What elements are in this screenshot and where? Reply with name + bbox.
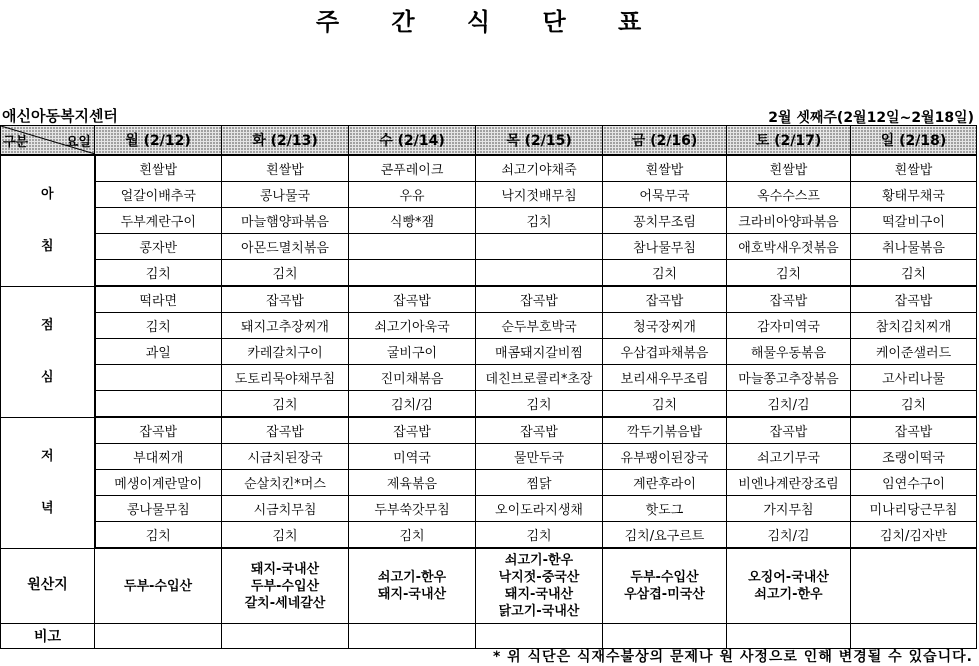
menu-cell: 낙지젓배무침 xyxy=(476,182,603,208)
origin-line: 낙지젓-중국산 xyxy=(498,570,580,585)
menu-row xyxy=(1,444,977,470)
meal-label xyxy=(1,417,95,548)
menu-cell xyxy=(476,260,603,287)
menu-cell: 데친브로콜리*초장 xyxy=(476,365,603,391)
menu-cell: 꽁치무조림 xyxy=(603,208,727,234)
menu-cell: 취나물볶음 xyxy=(851,234,977,260)
menu-cell: 잡곡밥 xyxy=(603,286,727,313)
menu-cell: 흰쌀밥 xyxy=(851,155,977,182)
menu-cell: 식빵*잼 xyxy=(349,208,476,234)
menu-cell xyxy=(349,234,476,260)
menu-cell: 계란후라이 xyxy=(603,470,727,496)
menu-row xyxy=(1,260,977,287)
menu-cell: 물만두국 xyxy=(476,444,603,470)
menu-cell: 마늘햄양파볶음 xyxy=(222,208,349,234)
meal-label xyxy=(1,286,95,417)
menu-cell: 콘푸레이크 xyxy=(349,155,476,182)
menu-cell: 아몬드멸치볶음 xyxy=(222,234,349,260)
note-row xyxy=(1,624,977,649)
menu-cell: 얼갈이배추국 xyxy=(95,182,222,208)
menu-cell: 흰쌀밥 xyxy=(603,155,727,182)
menu-cell: 쇠고기무국 xyxy=(727,444,851,470)
meal-label-top: 점 xyxy=(40,317,54,333)
menu-cell: 김치 xyxy=(95,313,222,339)
menu-cell: 시금치무침 xyxy=(222,496,349,522)
menu-cell: 김치 xyxy=(851,391,977,418)
menu-cell: 김치 xyxy=(727,260,851,287)
menu-row xyxy=(1,417,977,444)
menu-cell: 흰쌀밥 xyxy=(95,155,222,182)
origin-cell xyxy=(476,548,603,624)
menu-row xyxy=(1,182,977,208)
menu-cell: 쇠고기아욱국 xyxy=(349,313,476,339)
meal-label-top: 저 xyxy=(40,448,54,464)
category-label: 구분 xyxy=(3,135,29,150)
menu-cell: 제육볶음 xyxy=(349,470,476,496)
origin-row xyxy=(1,548,977,624)
menu-cell: 마늘쫑고추장볶음 xyxy=(727,365,851,391)
menu-cell: 잡곡밥 xyxy=(727,286,851,313)
menu-cell: 김치/김 xyxy=(727,522,851,549)
menu-row xyxy=(1,208,977,234)
menu-cell: 두부계란구이 xyxy=(95,208,222,234)
menu-cell: 콩나물국 xyxy=(222,182,349,208)
menu-row xyxy=(1,234,977,260)
menu-cell: 잡곡밥 xyxy=(222,286,349,313)
menu-cell: 청국장찌개 xyxy=(603,313,727,339)
day-header: 일 (2/18) xyxy=(851,126,977,156)
footnote: * 위 식단은 식재수불상의 문제나 원 사정으로 인해 변경될 수 있습니다. xyxy=(492,649,973,665)
menu-row xyxy=(1,391,977,418)
menu-cell: 도토리묵야채무침 xyxy=(222,365,349,391)
menu-cell: 카레갈치구이 xyxy=(222,339,349,365)
menu-cell: 두부쑥갓무침 xyxy=(349,496,476,522)
menu-row xyxy=(1,522,977,549)
menu-cell: 보리새우무조림 xyxy=(603,365,727,391)
origin-label: 원산지 xyxy=(1,548,95,624)
menu-cell: 잡곡밥 xyxy=(727,417,851,444)
menu-cell xyxy=(95,391,222,418)
menu-cell: 김치 xyxy=(476,391,603,418)
menu-cell: 김치/김 xyxy=(727,391,851,418)
menu-cell: 비엔나계란장조림 xyxy=(727,470,851,496)
menu-cell xyxy=(476,234,603,260)
menu-cell: 흰쌀밥 xyxy=(222,155,349,182)
day-header: 수 (2/14) xyxy=(349,126,476,156)
day-header: 금 (2/16) xyxy=(603,126,727,156)
menu-cell: 찜닭 xyxy=(476,470,603,496)
menu-cell: 김치 xyxy=(95,522,222,549)
meal-label-bottom: 심 xyxy=(40,369,54,385)
origin-line: 닭고기-국내산 xyxy=(498,604,580,619)
menu-cell: 우유 xyxy=(349,182,476,208)
menu-cell: 진미채볶음 xyxy=(349,365,476,391)
note-label: 비고 xyxy=(1,624,95,649)
center-name: 애신아동복지센터 xyxy=(2,107,118,125)
menu-cell: 김치 xyxy=(476,208,603,234)
menu-cell: 흰쌀밥 xyxy=(727,155,851,182)
origin-cell xyxy=(727,548,851,624)
menu-cell: 깍두기볶음밥 xyxy=(603,417,727,444)
menu-cell: 핫도그 xyxy=(603,496,727,522)
header-corner xyxy=(1,126,95,156)
origin-line: 두부-수입산 xyxy=(123,578,193,594)
menu-cell: 김치 xyxy=(222,522,349,549)
menu-cell: 김치/김 xyxy=(349,391,476,418)
menu-cell: 김치 xyxy=(603,260,727,287)
menu-cell: 떡라면 xyxy=(95,286,222,313)
origin-cell xyxy=(349,548,476,624)
menu-cell xyxy=(349,260,476,287)
menu-cell: 우삼겹파채볶음 xyxy=(603,339,727,365)
menu-cell: 순살치킨*머스 xyxy=(222,470,349,496)
menu-row xyxy=(1,470,977,496)
menu-cell: 어묵무국 xyxy=(603,182,727,208)
menu-cell: 잡곡밥 xyxy=(851,417,977,444)
origin-line: 쇠고기-한우 xyxy=(377,570,447,585)
menu-cell: 해물우동볶음 xyxy=(727,339,851,365)
menu-cell: 잡곡밥 xyxy=(476,417,603,444)
menu-row xyxy=(1,313,977,339)
menu-cell: 쇠고기야채죽 xyxy=(476,155,603,182)
menu-cell: 잡곡밥 xyxy=(851,286,977,313)
day-label: 요일 xyxy=(65,135,91,150)
menu-cell: 잡곡밥 xyxy=(349,286,476,313)
day-header: 월 (2/12) xyxy=(95,126,222,156)
menu-cell: 조랭이떡국 xyxy=(851,444,977,470)
origin-cell xyxy=(222,548,349,624)
note-cell xyxy=(851,624,977,649)
menu-cell: 과일 xyxy=(95,339,222,365)
menu-cell: 김치/요구르트 xyxy=(603,522,727,549)
menu-cell: 김치 xyxy=(95,260,222,287)
day-header: 목 (2/15) xyxy=(476,126,603,156)
menu-cell: 부대찌개 xyxy=(95,444,222,470)
origin-line: 오징어-국내산 xyxy=(748,570,829,585)
menu-row xyxy=(1,286,977,313)
menu-cell: 참치김치찌개 xyxy=(851,313,977,339)
menu-cell: 떡갈비구이 xyxy=(851,208,977,234)
origin-cell xyxy=(603,548,727,624)
menu-cell: 시금치된장국 xyxy=(222,444,349,470)
menu-cell: 김치 xyxy=(349,522,476,549)
day-header: 토 (2/17) xyxy=(727,126,851,156)
menu-cell: 잡곡밥 xyxy=(222,417,349,444)
origin-line: 쇠고기-한우 xyxy=(754,587,823,602)
menu-cell: 김치 xyxy=(851,260,977,287)
menu-cell: 김치 xyxy=(603,391,727,418)
menu-cell: 김치 xyxy=(476,522,603,549)
menu-cell: 감자미역국 xyxy=(727,313,851,339)
menu-cell: 임연수구이 xyxy=(851,470,977,496)
menu-row xyxy=(1,339,977,365)
origin-line: 두부-수입산 xyxy=(630,570,699,585)
menu-cell: 옥수수스프 xyxy=(727,182,851,208)
origin-line: 돼지-국내산 xyxy=(250,561,320,577)
menu-cell: 크라비아양파볶음 xyxy=(727,208,851,234)
menu-cell: 잡곡밥 xyxy=(476,286,603,313)
note-cell xyxy=(476,624,603,649)
menu-cell: 오이도라지생채 xyxy=(476,496,603,522)
menu-table xyxy=(0,125,977,649)
menu-cell: 고사리나물 xyxy=(851,365,977,391)
meal-label-top: 아 xyxy=(40,186,54,202)
menu-cell: 김치 xyxy=(222,260,349,287)
note-cell xyxy=(603,624,727,649)
menu-cell: 미역국 xyxy=(349,444,476,470)
menu-cell: 케이준샐러드 xyxy=(851,339,977,365)
origin-line: 우삼겹-미국산 xyxy=(624,587,705,602)
header-row xyxy=(1,126,977,156)
menu-cell: 콩자반 xyxy=(95,234,222,260)
day-header: 화 (2/13) xyxy=(222,126,349,156)
menu-cell: 잡곡밥 xyxy=(349,417,476,444)
week-label: 2월 셋째주(2월12일~2월18일) xyxy=(768,110,974,126)
menu-cell: 돼지고추장찌개 xyxy=(222,313,349,339)
origin-line: 돼지-국내산 xyxy=(504,587,574,602)
menu-cell: 순두부호박국 xyxy=(476,313,603,339)
note-cell xyxy=(727,624,851,649)
origin-cell xyxy=(851,548,977,624)
menu-cell: 참나물무침 xyxy=(603,234,727,260)
page-title: 주 간 식 단 표 xyxy=(315,8,664,36)
note-cell xyxy=(222,624,349,649)
origin-line: 돼지-국내산 xyxy=(377,587,447,602)
origin-line: 두부-수입산 xyxy=(250,578,320,594)
menu-cell: 미나리당근무침 xyxy=(851,496,977,522)
menu-cell: 유부팽이된장국 xyxy=(603,444,727,470)
origin-line: 갈치-세네갈산 xyxy=(244,595,326,611)
menu-row xyxy=(1,155,977,182)
menu-cell: 굴비구이 xyxy=(349,339,476,365)
menu-cell: 매콤돼지갈비찜 xyxy=(476,339,603,365)
meal-label-bottom: 녁 xyxy=(40,500,54,516)
meal-label xyxy=(1,155,95,286)
origin-line: 쇠고기-한우 xyxy=(504,553,574,568)
menu-cell: 메생이계란말이 xyxy=(95,470,222,496)
note-cell xyxy=(349,624,476,649)
menu-cell: 콩나물무침 xyxy=(95,496,222,522)
menu-cell: 애호박새우젓볶음 xyxy=(727,234,851,260)
menu-cell: 황태무채국 xyxy=(851,182,977,208)
menu-cell: 김치 xyxy=(222,391,349,418)
menu-cell: 가지무침 xyxy=(727,496,851,522)
meal-label-bottom: 침 xyxy=(40,238,54,254)
origin-cell xyxy=(95,548,222,624)
menu-cell: 김치/김자반 xyxy=(851,522,977,549)
menu-cell: 잡곡밥 xyxy=(95,417,222,444)
menu-row xyxy=(1,496,977,522)
note-cell xyxy=(95,624,222,649)
menu-cell xyxy=(95,365,222,391)
menu-row xyxy=(1,365,977,391)
